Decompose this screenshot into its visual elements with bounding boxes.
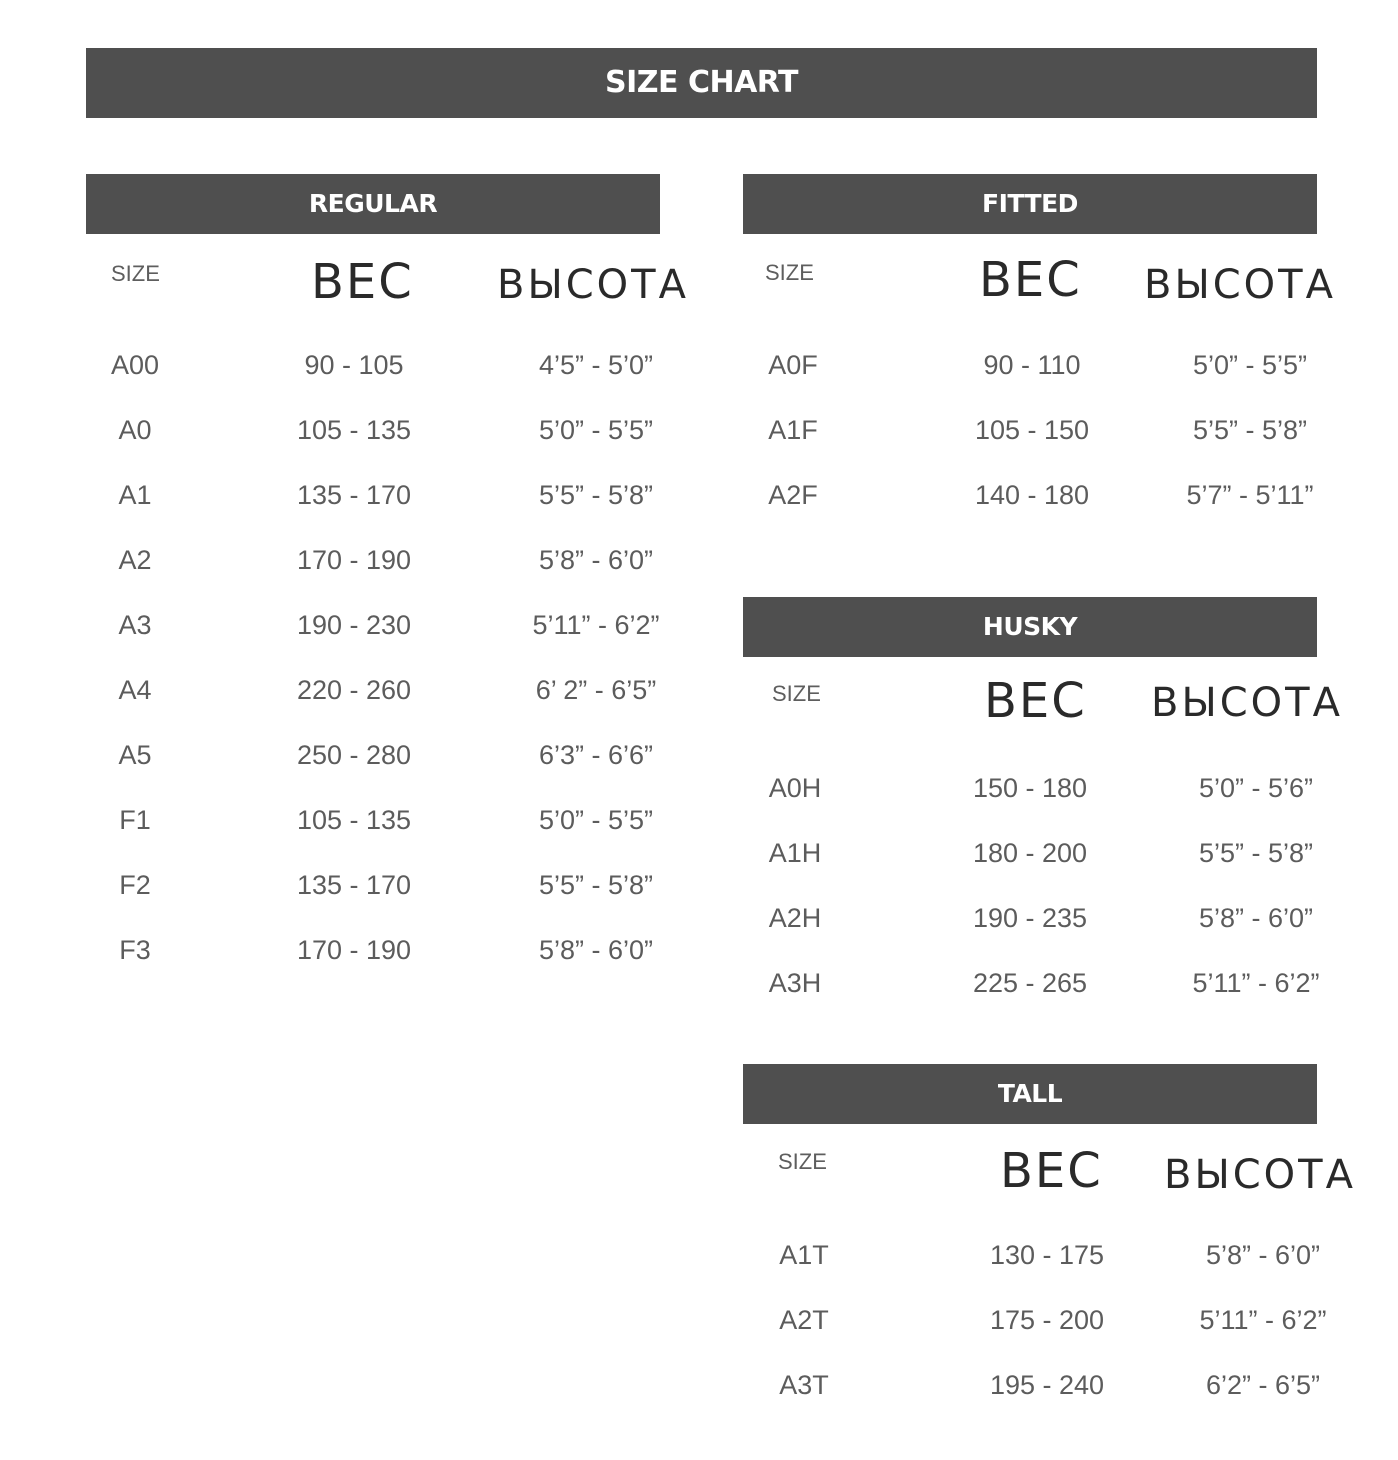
husky-size-cell: A2H xyxy=(768,903,822,933)
regular-height-cell: 5’8” - 6’0” xyxy=(538,935,654,965)
fitted-size-header: SIZE xyxy=(765,260,814,285)
fitted-size-cell: A1F xyxy=(768,415,818,445)
regular-size-header: SIZE xyxy=(111,261,160,286)
husky-height-cell: 5’0” - 5’6” xyxy=(1198,773,1314,803)
tall-size-header: SIZE xyxy=(778,1149,827,1174)
tall-weight-cell: 130 - 175 xyxy=(989,1240,1105,1270)
regular-size-cell: A2 xyxy=(118,545,152,575)
regular-weight-cell: 250 - 280 xyxy=(296,740,412,770)
regular-size-cell: A0 xyxy=(118,415,152,445)
regular-height-cell: 5’0” - 5’5” xyxy=(538,415,654,445)
regular-height-cell: 6’3” - 6’6” xyxy=(538,740,654,770)
fitted-weight-cell: 140 - 180 xyxy=(974,480,1090,510)
regular-size-cell: F2 xyxy=(119,870,151,900)
fitted-size-cell: A0F xyxy=(768,350,818,380)
regular-size-cell: A00 xyxy=(110,350,160,380)
fitted-title: FITTED xyxy=(743,174,1317,234)
husky-weight-cell: 180 - 200 xyxy=(972,838,1088,868)
regular-size-cell: F3 xyxy=(119,935,151,965)
regular-weight-header: ВЕС xyxy=(311,254,414,310)
regular-height-cell: 5’11” - 6’2” xyxy=(532,610,660,640)
husky-weight-cell: 150 - 180 xyxy=(972,773,1088,803)
regular-weight-cell: 135 - 170 xyxy=(296,870,412,900)
regular-size-cell: F1 xyxy=(119,805,151,835)
husky-size-header: SIZE xyxy=(772,681,821,706)
regular-weight-cell: 90 - 105 xyxy=(304,350,404,380)
tall-height-cell: 5’11” - 6’2” xyxy=(1199,1305,1327,1335)
fitted-weight-cell: 105 - 150 xyxy=(974,415,1090,445)
regular-height-cell: 6’ 2” - 6’5” xyxy=(535,675,657,705)
regular-title: REGULAR xyxy=(86,174,660,234)
husky-size-cell: A3H xyxy=(768,968,822,998)
husky-size-cell: A1H xyxy=(768,838,822,868)
regular-weight-cell: 190 - 230 xyxy=(296,610,412,640)
regular-weight-cell: 220 - 260 xyxy=(296,675,412,705)
fitted-height-cell: 5’7” - 5’11” xyxy=(1186,480,1314,510)
fitted-height-header: ВЫСОТА xyxy=(1144,262,1336,308)
husky-height-header: ВЫСОТА xyxy=(1151,680,1343,726)
tall-height-cell: 6’2” - 6’5” xyxy=(1205,1370,1321,1400)
regular-size-cell: A3 xyxy=(118,610,152,640)
tall-weight-cell: 175 - 200 xyxy=(989,1305,1105,1335)
regular-weight-cell: 170 - 190 xyxy=(296,935,412,965)
fitted-size-cell: A2F xyxy=(768,480,818,510)
regular-height-cell: 4’5” - 5’0” xyxy=(538,350,654,380)
husky-height-cell: 5’11” - 6’2” xyxy=(1192,968,1320,998)
regular-height-cell: 5’8” - 6’0” xyxy=(538,545,654,575)
tall-weight-cell: 195 - 240 xyxy=(989,1370,1105,1400)
fitted-height-cell: 5’5” - 5’8” xyxy=(1192,415,1308,445)
husky-weight-header: ВЕС xyxy=(984,673,1087,729)
husky-size-cell: A0H xyxy=(768,773,822,803)
regular-size-cell: A4 xyxy=(118,675,152,705)
husky-height-cell: 5’8” - 6’0” xyxy=(1198,903,1314,933)
regular-size-cell: A1 xyxy=(118,480,152,510)
fitted-weight-cell: 90 - 110 xyxy=(983,350,1081,380)
regular-height-header: ВЫСОТА xyxy=(497,262,689,308)
husky-height-cell: 5’5” - 5’8” xyxy=(1198,838,1314,868)
tall-height-header: ВЫСОТА xyxy=(1164,1152,1356,1198)
husky-title: HUSKY xyxy=(743,597,1317,657)
tall-weight-header: ВЕС xyxy=(1000,1143,1103,1199)
regular-size-cell: A5 xyxy=(118,740,152,770)
regular-weight-cell: 170 - 190 xyxy=(296,545,412,575)
regular-weight-cell: 135 - 170 xyxy=(296,480,412,510)
tall-size-cell: A3T xyxy=(779,1370,829,1400)
regular-height-cell: 5’5” - 5’8” xyxy=(538,480,654,510)
regular-height-cell: 5’5” - 5’8” xyxy=(538,870,654,900)
fitted-weight-header: ВЕС xyxy=(979,252,1082,308)
husky-weight-cell: 190 - 235 xyxy=(972,903,1088,933)
size-chart-title: SIZE CHART xyxy=(86,48,1317,118)
regular-height-cell: 5’0” - 5’5” xyxy=(538,805,654,835)
tall-size-cell: A1T xyxy=(779,1240,829,1270)
tall-height-cell: 5’8” - 6’0” xyxy=(1205,1240,1321,1270)
husky-weight-cell: 225 - 265 xyxy=(972,968,1088,998)
tall-size-cell: A2T xyxy=(779,1305,829,1335)
regular-weight-cell: 105 - 135 xyxy=(296,415,412,445)
tall-title: TALL xyxy=(743,1064,1317,1124)
regular-weight-cell: 105 - 135 xyxy=(296,805,412,835)
fitted-height-cell: 5’0” - 5’5” xyxy=(1192,350,1308,380)
